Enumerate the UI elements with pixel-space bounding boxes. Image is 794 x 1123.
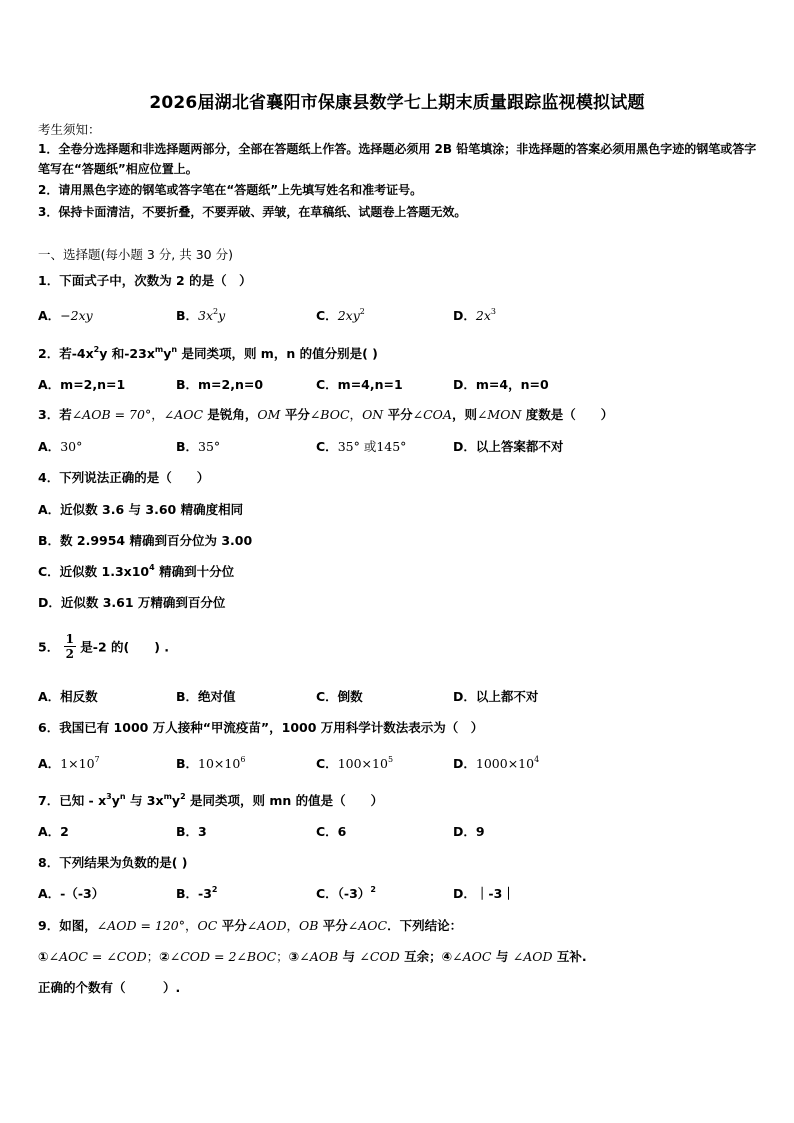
q1-option-d: D．$2x^3$ [453, 307, 496, 323]
question-1-stem: 1．下面式子中，次数为 2 的是（ ） [38, 273, 252, 288]
q4-option-a: A．近似数 3.6 与 3.60 精确度相同 [38, 502, 244, 517]
fraction-one-half: $\frac{1}{2}$ [65, 632, 74, 661]
q4-option-d: D．近似数 3.61 万精确到百分位 [38, 595, 226, 610]
q3-option-a: A．30° [38, 439, 83, 454]
question-9-conclusions: ①∠AOC = ∠COD；②∠COD = 2∠BOC；③∠AOB 与 ∠COD 互余；④∠AOC 与 ∠AOD 互补. [38, 949, 587, 964]
q1-option-b: B．$3x^2y$ [176, 307, 226, 323]
question-8-stem: 8．下列结果为负数的是( ) [38, 855, 188, 870]
notice-heading: 考生须知： [38, 122, 101, 137]
q1-option-c: C．$2xy^2$ [316, 307, 365, 323]
question-3-stem: 3．若∠AOB = 70°，∠AOC 是锐角，OM 平分∠BOC，ON 平分∠COA，则∠MON 度数是（ ） [38, 407, 614, 422]
q7-option-b: B．3 [176, 824, 207, 839]
question-9-prompt: 正确的个数有（ ）. [38, 980, 181, 995]
notice-item-2: 2．请用黑色字迹的钢笔或答字笔在“答题纸”上先填写姓名和准考证号。 [38, 183, 423, 197]
q5-option-b: B．绝对值 [176, 689, 236, 704]
q5-option-c: C．倒数 [316, 689, 363, 704]
q6-option-c: C．$100\times 10^5$ [316, 755, 394, 771]
notice-item-1: 1．全卷分选择题和非选择题两部分，全部在答题纸上作答。选择题必须用 2B 铅笔填涂；非选择题的答案必须用黑色字迹的钢笔或答字笔写在“答题纸”相应位置上。 [38, 142, 757, 176]
q3-option-b: B．35° [176, 439, 221, 454]
question-2-stem: 2．若$-4x^2y$ 和$-23x^my^n$ 是同类项，则 m，n 的值分别是( ) [38, 345, 378, 361]
notice-item-3: 3．保持卡面清洁，不要折叠，不要弄破、弄皱，在草稿纸、试题卷上答题无效。 [38, 205, 467, 219]
q7-option-d: D．9 [453, 824, 485, 839]
q5-option-a: A．相反数 [38, 689, 98, 704]
q6-option-a: A．$1\times 10^7$ [38, 755, 100, 771]
q3-option-d: D．以上答案都不对 [453, 439, 564, 454]
q8-option-b: B．$-3^2$ [176, 885, 218, 901]
q8-option-a: A．-（-3） [38, 886, 105, 901]
q1-option-a: A．−2xy [38, 308, 93, 323]
q2-option-b: B．m=2,n=0 [176, 377, 264, 392]
q2-option-c: C．m=4,n=1 [316, 377, 403, 392]
q3-option-c: C．35° 或145° [316, 439, 407, 454]
q6-option-b: B．$10\times 10^6$ [176, 755, 246, 771]
q8-option-c: C．$(-3)^2$ [316, 885, 376, 901]
q6-option-d: D．$1000\times 10^4$ [453, 755, 540, 771]
q7-option-a: A．2 [38, 824, 69, 839]
q2-option-a: A．m=2,n=1 [38, 377, 126, 392]
page-title: 2026届湖北省襄阳市保康县数学七上期末质量跟踪监视模拟试题 [149, 93, 645, 113]
q4-option-c: C．近似数 $1.3x10^4$ 精确到十分位 [38, 563, 235, 579]
question-7-stem: 7．已知 - $x^3y^n$ 与 $3x^my^2$ 是同类项，则 mn 的值是（ ） [38, 792, 384, 808]
section-heading: 一、选择题(每小题 3 分, 共 30 分) [38, 247, 233, 262]
q4-option-b: B．数 2.9954 精确到百分位为 3.00 [38, 533, 253, 548]
question-5-stem: 5． $\frac{1}{2}$ 是-2 的( ) . [38, 632, 170, 661]
q7-option-c: C．6 [316, 824, 347, 839]
q8-option-d: D．｜-3｜ [453, 886, 515, 901]
q5-option-d: D．以上都不对 [453, 689, 539, 704]
question-4-stem: 4．下列说法正确的是（ ） [38, 470, 210, 485]
question-6-stem: 6．我国已有 1000 万人接种“甲流疫苗”，1000 万用科学计数法表示为（ ） [38, 720, 484, 735]
q2-option-d: D．m=4，n=0 [453, 377, 549, 392]
question-9-stem: 9．如图，∠AOD = 120°，OC 平分∠AOD，OB 平分∠AOC．下列结论： [38, 918, 463, 933]
